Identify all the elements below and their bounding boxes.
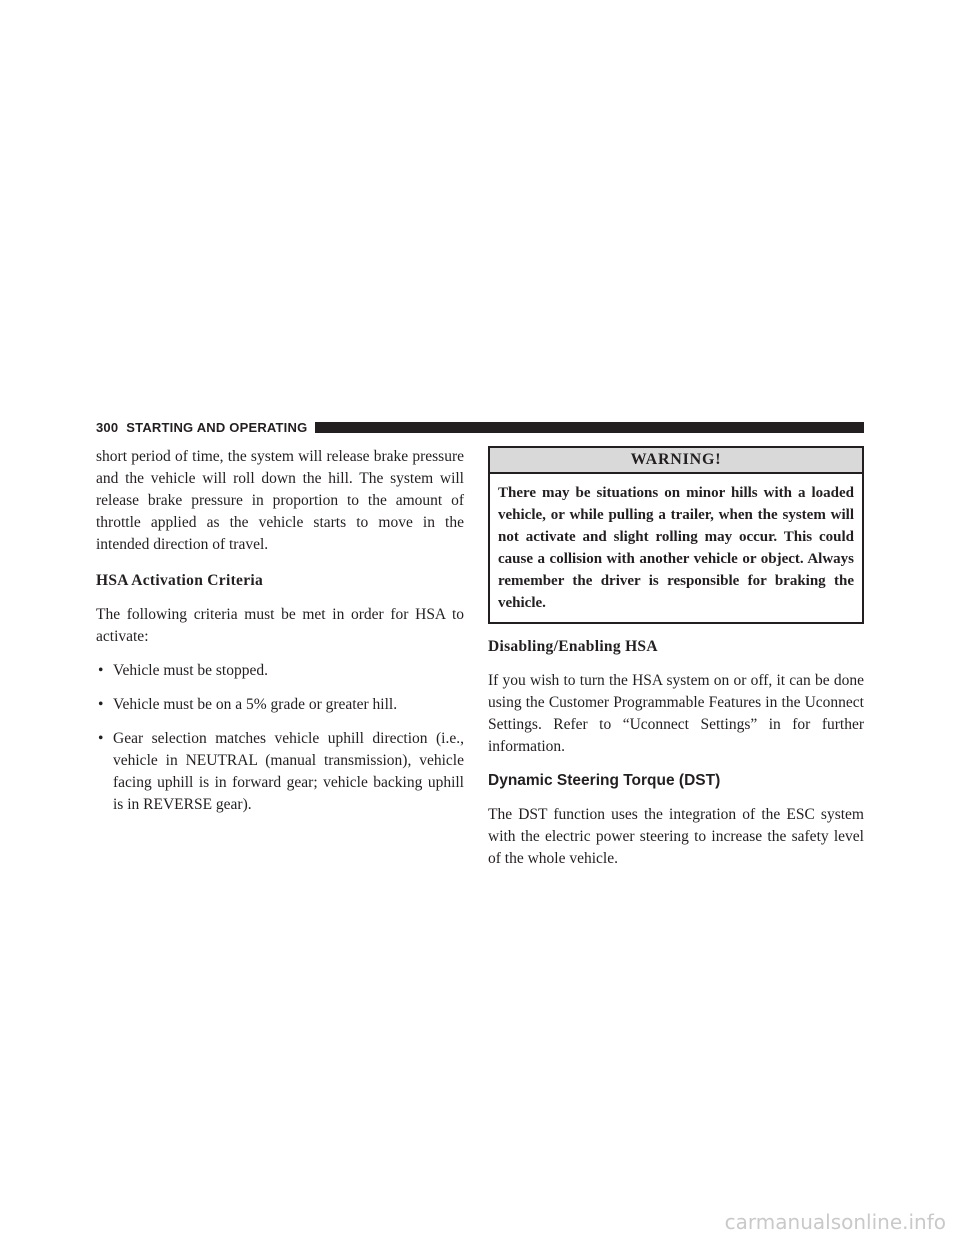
criteria-list: [96, 660, 464, 816]
warning-text: There may be situations on minor hills with a loaded vehicle, or while pulling a trailer, when the system will not activate and slight rolling may occur. This could cause a collision with another vehicle or object. Always remember the driver is responsible for braking the vehicle.: [498, 485, 854, 611]
watermark: carmanualsonline.info: [724, 1210, 946, 1234]
list-item: [96, 660, 464, 682]
disabling-enabling-hsa-heading: Disabling/Enabling HSA: [488, 638, 658, 655]
intro-paragraph: short period of time, the system will release brake pressure and the vehicle will roll down the hill. The system will release brake pressure in proportion to the amount of throttle applied as the vehicle starts to move in the intended direction of travel.: [96, 448, 464, 553]
page-number: 300: [96, 419, 119, 435]
dst-heading: Dynamic Steering Torque (DST): [488, 772, 721, 789]
left-column: [96, 446, 464, 828]
criteria-intro: The following criteria must be met in order for HSA to activate:: [96, 606, 464, 645]
right-column: [488, 446, 864, 870]
page-header: [96, 418, 864, 436]
bullet-icon: •: [98, 696, 104, 713]
warning-title: WARNING!: [490, 448, 862, 474]
disabling-paragraph: If you wish to turn the HSA system on or off, it can be done using the Customer Programmable Features in the Uconnect Settings. Refer to “Uconnect Settings” in for further information.: [488, 672, 864, 755]
list-item: [96, 694, 464, 716]
list-item-text: Gear selection matches vehicle uphill direction (i.e., vehicle in NEUTRAL (manual transmission), vehicle facing uphill is in forward gear; vehicle backing uphill is in REVERSE gear).: [113, 730, 464, 813]
bullet-icon: •: [98, 730, 104, 747]
warning-box: [488, 446, 864, 624]
header-rule: [315, 422, 864, 433]
list-item: [96, 728, 464, 816]
bullet-icon: •: [98, 662, 104, 679]
dst-paragraph: The DST function uses the integration of the ESC system with the electric power steering to increase the safety level of the whole vehicle.: [488, 806, 864, 867]
section-title: STARTING AND OPERATING: [126, 419, 308, 435]
list-item-text: Vehicle must be on a 5% grade or greater hill.: [113, 696, 398, 713]
list-item-text: Vehicle must be stopped.: [113, 662, 268, 679]
hsa-activation-heading: HSA Activation Criteria: [96, 572, 264, 589]
